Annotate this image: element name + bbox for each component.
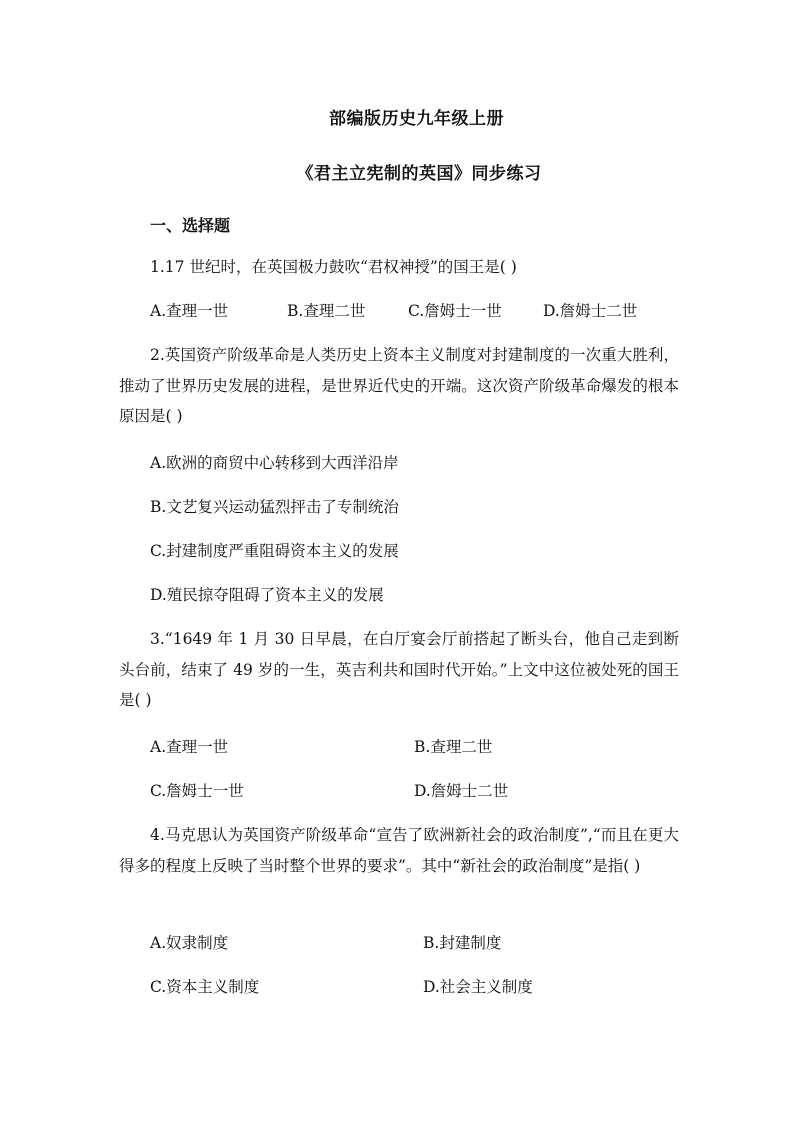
page-title: 部编版历史九年级上册: [329, 109, 504, 129]
question-3-stem: 3.“1649 年 1 月 30 日早晨，在白厅宴会厅前搭起了断头台，他自己走到断头台前，结束了 49 岁的一生，英吉利共和国时代开始。”上文中这位被处死的国王是( ): [119, 630, 679, 709]
question-2-option-c: C.封建制度严重阻碍资本主义的发展: [150, 542, 399, 560]
question-2-option-b: B.文艺复兴运动猛烈抨击了专制统治: [150, 498, 399, 516]
question-1-option-c: C.詹姆士一世: [408, 302, 502, 320]
question-3-option-a: A.查理一世: [150, 738, 229, 756]
question-1-option-b: B.查理二世: [287, 302, 366, 320]
question-4-option-a: A.奴隶制度: [150, 934, 229, 952]
section-heading: 一、选择题: [150, 216, 231, 235]
question-4-option-c: C.资本主义制度: [150, 978, 260, 996]
question-4-option-b: B.封建制度: [423, 934, 502, 952]
question-1-option-a: A.查理一世: [150, 302, 229, 320]
question-2-stem: 2.英国资产阶级革命是人类历史上资本主义制度对封建制度的一次重大胜利，推动了世界历史发展的进程，是世界近代史的开端。这次资产阶级革命爆发的根本原因是( ): [119, 346, 679, 425]
question-3-option-b: B.查理二世: [414, 738, 493, 756]
question-4-option-d: D.社会主义制度: [423, 978, 533, 996]
question-1-option-d: D.詹姆士二世: [543, 302, 638, 320]
question-2-option-d: D.殖民掠夺阻碍了资本主义的发展: [150, 586, 384, 604]
question-1-stem: 1.17 世纪时，在英国极力鼓吹“君权神授”的国王是( ): [150, 258, 517, 276]
question-3-option-d: D.詹姆士二世: [414, 782, 509, 800]
question-2-option-a: A.欧洲的商贸中心转移到大西洋沿岸: [150, 454, 399, 472]
page-subtitle: 《君主立宪制的英国》同步练习: [296, 164, 542, 184]
question-4-stem: 4.马克思认为英国资产阶级革命“宣告了欧洲新社会的政治制度”,“而且在更大得多的程度上反映了当时整个世界的要求”。其中“新社会的政治制度”是指( ): [119, 826, 679, 875]
question-3-option-c: C.詹姆士一世: [150, 782, 244, 800]
